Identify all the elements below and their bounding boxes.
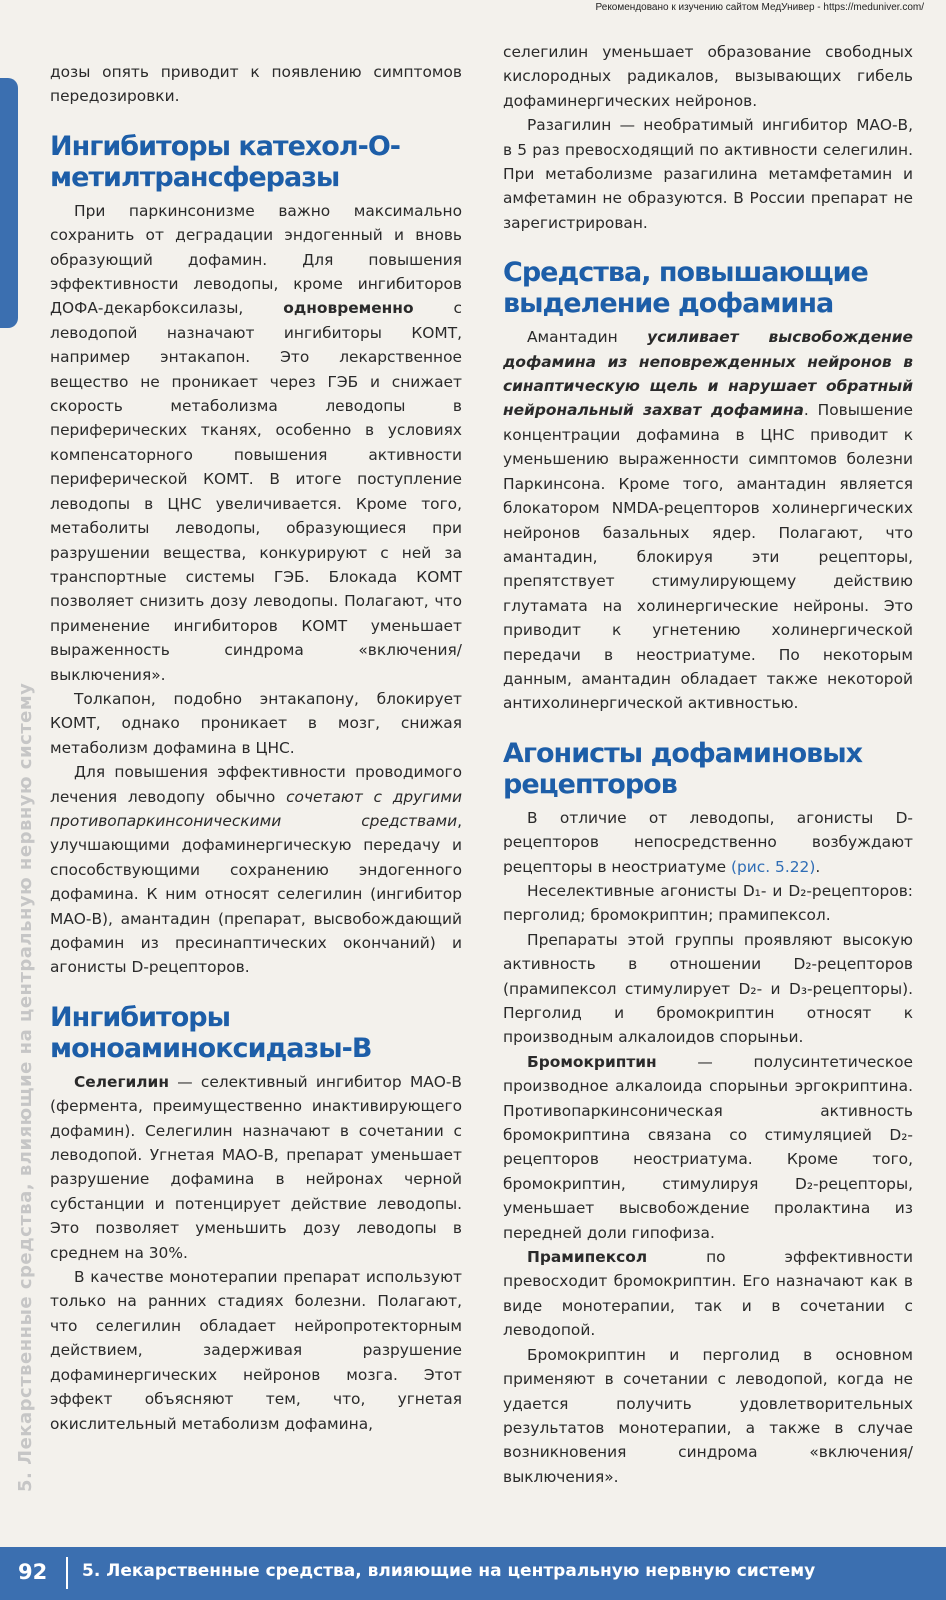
page-number: 92: [18, 1560, 48, 1584]
paragraph: Толкапон, подобно энтакапону, блокирует КОМТ, однако проникает в мозг, снижая метаболизм дофамина в ЦНС.: [50, 689, 462, 757]
paragraph: Прамипексол по эффективности превосходит бромокриптин. Его назначают как в виде монотерапии, так и в сочетании с леводопой.: [503, 1248, 913, 1340]
paragraph: Разагилин — необратимый ингибитор МАО-В, в 5 раз превосходящий по активности селегилин. При метаболизме разагилина метамфетамин и амфетамин не образуются. В России препарат не зарегистрирован.: [503, 116, 913, 232]
page-footer: [0, 1547, 946, 1600]
right-column: [503, 40, 913, 1489]
paragraph: Бромокриптин и перголид в основном применяют в сочетании с леводопой, когда не удается получить удовлетворительных результатов монотерапии, а также в случае возникновения синдрома «включения/выключения».: [503, 1345, 913, 1486]
paragraph: При паркинсонизме важно максимально сохранить от деградации эндогенный и вновь образующий дофамин. Для повышения эффективности леводопы, кроме ингибиторов ДОФА-декарбоксилазы, одновременно с леводопой назначают ингибиторы КОМТ, например энтакапон. Это лекарственное вещество не проникает через ГЭБ и снижает скорость метаболизма леводопы в периферических тканях, особенно в условиях компенсаторного повышения активности периферической КОМТ. В итоге поступление леводопы в ЦНС увеличивается. Кроме того, метаболиты леводопы, образующиеся при разрушении вещества, конкурируют с ней за транспортные системы ГЭБ. Блокада КОМТ позволяет снизить дозу леводопы. Полагают, что применение ингибиторов КОМТ уменьшает выраженность синдрома «включения/выключения».: [50, 201, 462, 684]
paragraph: В качестве монотерапии препарат используют только на ранних стадиях болезни. Полагают, что селегилин обладает нейропротекторным действием, задерживая разрушение дофаминергических нейронов мозга. Этот эффект объясняют тем, что, угнетая окислительный метаболизм дофамина,: [50, 1268, 462, 1433]
section-heading-dopamine-release: Средства, повышающие выделение дофамина: [503, 257, 868, 320]
footer-chapter-title: 5. Лекарственные средства, влияющие на центральную нервную систему: [82, 1561, 816, 1581]
paragraph: Селегилин — селективный ингибитор МАО-В (фермента, преимущественно инактивирующего дофамин). Селегилин назначают в сочетании с леводопой. Угнетая МАО-В, препарат уменьшает разрушение дофамина в нейронах черной субстанции и потенцирует действие леводопы. Это позволяет уменьшить дозу леводопы в среднем на 30%.: [50, 1072, 462, 1262]
footer-divider: [66, 1557, 68, 1589]
paragraph: дозы опять приводит к появлению симптомов передозировки.: [50, 63, 462, 106]
chapter-tab-marker: [0, 78, 18, 328]
section-heading-mao-b: Ингибиторы моноаминоксидазы-В: [50, 1001, 372, 1064]
left-column: [50, 60, 462, 1436]
paragraph: В отличие от леводопы, агонисты D-рецепторов непосредственно возбуждают рецепторы в неостриатуме (рис. 5.22).: [503, 808, 913, 876]
section-heading-comt: Ингибиторы катехол-О-метилтрансферазы: [50, 130, 400, 193]
paragraph: селегилин уменьшает образование свободных кислородных радикалов, вызывающих гибель дофаминергических нейронов.: [503, 43, 913, 110]
paragraph: Для повышения эффективности проводимого лечения леводопу обычно сочетают с другими противопаркинсоническими средствами, улучшающими дофаминергическую передачу и способствующими сохранению эндогенного дофамина. К ним относят селегилин (ингибитор МАО-В), амантадин (препарат, высвобождающий дофамин из пресинаптических окончаний) и агонисты D-рецепторов.: [50, 763, 462, 977]
paragraph: Амантадин усиливает высвобождение дофамина из неповрежденных нейронов в синаптическую щель и нарушает обратный нейрональный захват дофамина. Повышение концентрации дофамина в ЦНС приводит к уменьшению выраженности симптомов болезни Паркинсона. Кроме того, амантадин является блокатором NMDA-рецепторов холинергических нейронов базальных ядер. Полагают, что амантадин, блокируя эти рецепторы, препятствует стимулирующему действию глутамата на холинергические нейроны. Это приводит к угнетению холинергической передачи в неостриатуме. По некоторым данным, амантадин обладает также некоторой антихолинергической активностью.: [503, 328, 913, 713]
section-heading-dopamine-agonists: Агонисты дофаминовых рецепторов: [503, 737, 863, 800]
side-running-title: 5. Лекарственные средства, влияющие на центральную нервную систему: [15, 682, 36, 1492]
watermark-text: Рекомендовано к изучению сайтом МедУнивер - https://meduniver.com/: [595, 2, 924, 13]
paragraph: Препараты этой группы проявляют высокую активность в отношении D₂-рецепторов (прамипексол стимулирует D₂- и D₃-рецепторы). Перголид и бромокриптин относят к производным алкалоидов спорыньи.: [503, 930, 913, 1047]
paragraph: Бромокриптин — полусинтетическое производное алкалоида спорыньи эргокриптина. Противопаркинсоническая активность бромокриптина связана со стимуляцией D₂-рецепторов неостриатума. Кроме того, бромокриптин, стимулируя D₂-рецепторы, уменьшает высвобождение пролактина из передней доли гипофиза.: [503, 1052, 913, 1242]
paragraph: Неселективные агонисты D₁- и D₂-рецепторов: перголид; бромокриптин; прамипексол.: [503, 881, 913, 925]
figure-reference-link[interactable]: (рис. 5.22): [731, 857, 816, 876]
